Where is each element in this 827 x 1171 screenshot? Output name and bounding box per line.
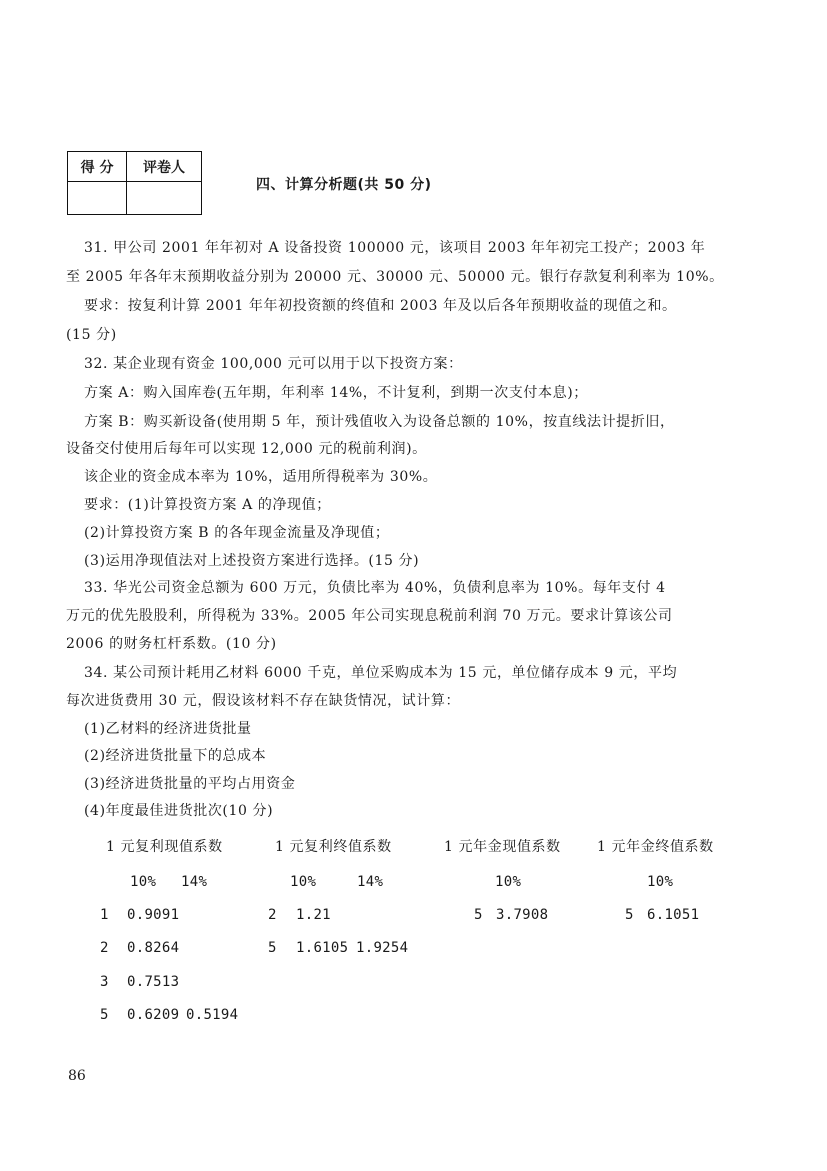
pv-annuity-title: 1 元年金现值系数 [444, 839, 561, 855]
q34-line-6: (4)年度最佳进货批次(10 分) [84, 803, 274, 819]
q34-line-4: (2)经济进货批量下的总成本 [84, 748, 267, 764]
pv-compound-row-2-v10: 0.8264 [127, 940, 180, 956]
fv-compound-row-1-v10: 1.21 [296, 907, 331, 923]
pv-annuity-header-10: 10% [495, 874, 522, 890]
fv-compound-title: 1 元复利终值系数 [275, 839, 392, 855]
pv-compound-row-1-n: 1 [100, 907, 109, 923]
section-title: 四、计算分析题(共 50 分) [256, 177, 432, 193]
q32-line-2: 方案 A：购入国库卷(五年期，年利率 14%，不计复利，到期一次支付本息)； [84, 385, 588, 401]
pv-compound-row-4-v14: 0.5194 [186, 1007, 239, 1023]
q32-line-7: (2)计算投资方案 B 的各年现金流量及净现值； [84, 525, 390, 541]
q33-line-1: 33. 华光公司资金总额为 600 万元，负债比率为 40%，负债利息率为 10%。每年支付 4 [84, 580, 666, 596]
fv-compound-row-2-v14: 1.9254 [356, 940, 409, 956]
score-label: 得 分 [68, 152, 127, 182]
grader-label: 评卷人 [127, 152, 202, 182]
pv-compound-row-4-n: 5 [100, 1007, 109, 1023]
q33-line-2: 万元的优先股股利，所得税为 33%。2005 年公司实现息税前利润 70 万元。要求计算该公司 [66, 608, 673, 624]
pv-compound-row-4-v10: 0.6209 [127, 1007, 180, 1023]
q31-line-3: 要求：按复利计算 2001 年年初投资额的终值和 2003 年及以后各年预期收益的现值之和。 [84, 298, 677, 314]
grader-cell [127, 182, 202, 215]
q32-line-6: 要求：(1)计算投资方案 A 的净现值； [84, 497, 331, 513]
q32-line-5: 该企业的资金成本率为 10%，适用所得税率为 30%。 [84, 469, 438, 485]
pv-compound-row-3-v10: 0.7513 [127, 974, 180, 990]
pv-compound-title: 1 元复利现值系数 [106, 839, 223, 855]
q33-line-3: 2006 的财务杠杆系数。(10 分) [66, 636, 277, 652]
pv-compound-row-1-v10: 0.9091 [127, 907, 180, 923]
fv-annuity-row-1-n: 5 [625, 907, 634, 923]
fv-compound-row-2-v10: 1.6105 [296, 940, 349, 956]
q31-line-4: (15 分) [66, 327, 117, 343]
pv-compound-header-14: 14% [181, 874, 208, 890]
fv-annuity-title: 1 元年金终值系数 [597, 839, 714, 855]
q34-line-5: (3)经济进货批量的平均占用资金 [84, 776, 296, 792]
pv-compound-row-2-n: 2 [100, 940, 109, 956]
score-box [67, 151, 202, 215]
fv-compound-header-10: 10% [290, 874, 317, 890]
q34-line-3: (1)乙材料的经济进货批量 [84, 721, 252, 737]
fv-annuity-header-10: 10% [647, 874, 674, 890]
q32-line-4: 设备交付使用后每年可以实现 12,000 元的税前利润)。 [66, 441, 427, 457]
fv-compound-row-2-n: 5 [268, 940, 277, 956]
q32-line-8: (3)运用净现值法对上述投资方案进行选择。(15 分) [84, 553, 420, 569]
pv-compound-row-3-n: 3 [100, 974, 109, 990]
q32-line-1: 32. 某企业现有资金 100,000 元可以用于以下投资方案： [84, 356, 463, 372]
q31-line-1: 31. 甲公司 2001 年年初对 A 设备投资 100000 元，该项目 2003 年年初完工投产；2003 年 [84, 240, 706, 256]
pv-annuity-row-1-n: 5 [474, 907, 483, 923]
q32-line-3: 方案 B：购买新设备(使用期 5 年，预计残值收入为设备总额的 10%，按直线法计提折旧， [84, 414, 675, 430]
fv-compound-header-14: 14% [357, 874, 384, 890]
pv-annuity-row-1-v10: 3.7908 [496, 907, 549, 923]
q34-line-2: 每次进货费用 30 元，假设该材料不存在缺货情况，试计算： [66, 693, 461, 709]
fv-annuity-row-1-v10: 6.1051 [647, 907, 700, 923]
page-number: 86 [68, 1068, 86, 1084]
q34-line-1: 34. 某公司预计耗用乙材料 6000 千克，单位采购成本为 15 元，单位储存成本 9 元，平均 [84, 665, 678, 681]
pv-compound-header-10: 10% [130, 874, 157, 890]
q31-line-2: 至 2005 年各年末预期收益分别为 20000 元、30000 元、50000 元。银行存款复利利率为 10%。 [66, 269, 724, 285]
fv-compound-row-1-n: 2 [268, 907, 277, 923]
score-cell [68, 182, 127, 215]
